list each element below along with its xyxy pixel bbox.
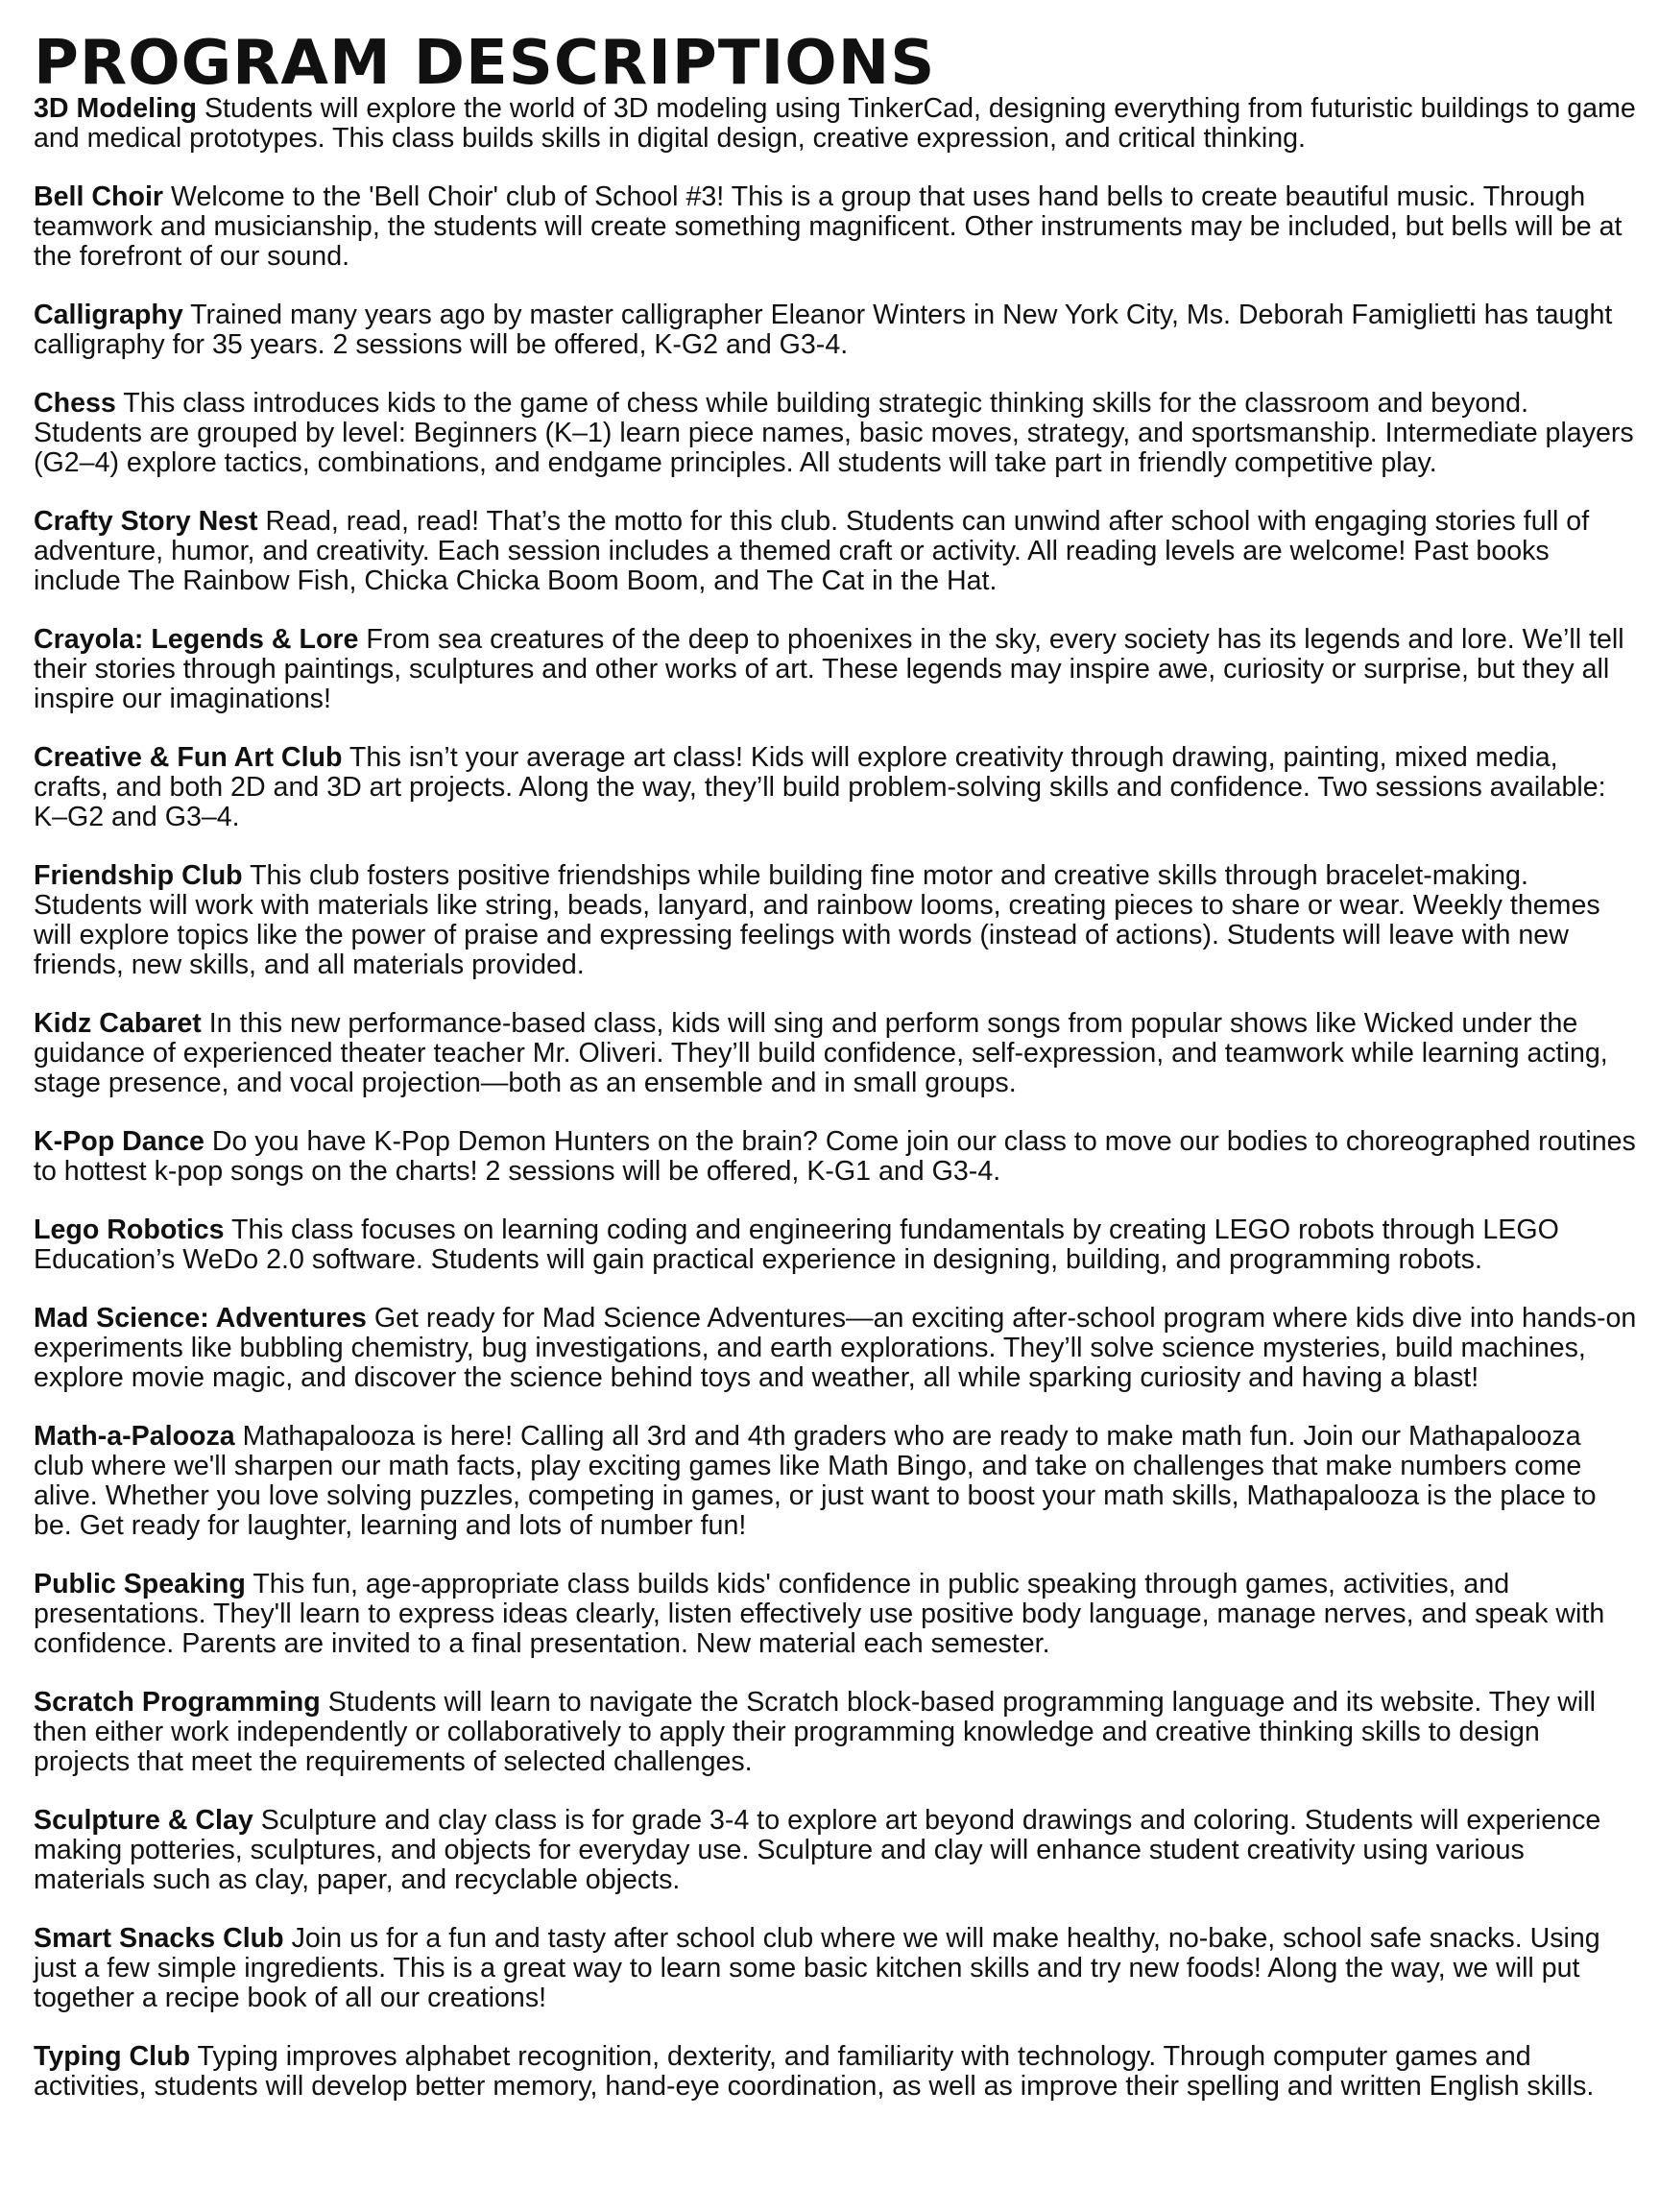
program-crafty-story-nest: [34, 507, 1637, 596]
program-description: This club fosters positive friendships while building fine motor and creative skills through bracelet-making. Students will work with materials like string, beads, lanyard, and rainbow looms, creating pieces to share or wear. Weekly themes will explore topics like the power of praise and expressing feelings with words (instead of actions). Students will leave with new friends, new skills, and all materials provided.: [34, 860, 1600, 980]
program-friendship-club: [34, 861, 1637, 980]
program-descriptions-page: [34, 29, 1637, 2130]
program-description: Sculpture and clay class is for grade 3-4 to explore art beyond drawings and coloring. Students will experience making potteries, sculptures, and objects for everyday use. Sculpture and clay will enhance student creativity using various materials such as clay, paper, and recyclable objects.: [34, 1805, 1601, 1895]
program-name: Smart Snacks Club: [34, 1923, 284, 1954]
program-description: Welcome to the 'Bell Choir' club of School #3! This is a group that uses hand bells to create beautiful music. Through teamwork and musicianship, the students will create something magnificent. Other instruments may be included, but bells will be at the forefront of our sound.: [34, 181, 1623, 272]
program-name: Calligraphy: [34, 300, 183, 330]
program-creative-fun-art-club: [34, 743, 1637, 832]
program-description: Typing improves alphabet recognition, dexterity, and familiarity with technology. Through computer games and activities, students will develop better memory, hand-eye coordination, as well as improve their spelling and written English skills.: [34, 2041, 1595, 2102]
program-name: 3D Modeling: [34, 93, 197, 124]
program-bell-choir: [34, 182, 1637, 272]
program-chess: [34, 389, 1637, 478]
program-description: Join us for a fun and tasty after school club where we will make healthy, no-bake, school safe snacks. Using just a few simple ingredients. This is a great way to learn some basic kitchen skills and try new foods! Along the way, we will put together a recipe book of all our creations!: [34, 1923, 1600, 2013]
program-name: Scratch Programming: [34, 1687, 321, 1718]
program-name: Public Speaking: [34, 1569, 246, 1599]
program-calligraphy: [34, 301, 1637, 360]
program-sculpture-clay: [34, 1806, 1637, 1895]
program-description: This class introduces kids to the game of chess while building strategic thinking skills for the classroom and beyond. Students are grouped by level: Beginners (K–1) learn piece names, basic moves, strategy, and sportsmanship. Intermediate players (G2–4) explore tactics, combinations, and endgame principles. All students will take part in friendly competitive play.: [34, 388, 1634, 478]
program-description: Do you have K-Pop Demon Hunters on the brain? Come join our class to move our bodies to choreographed routines to hottest k-pop songs on the charts! 2 sessions will be offered, K-G1 and G3-4.: [34, 1126, 1636, 1187]
program-description: This fun, age-appropriate class builds kids' confidence in public speaking through games, activities, and presentations. They'll learn to express ideas clearly, listen effectively use positive body language, manage nerves, and speak with confidence. Parents are invited to a final presentation. New material each semester.: [34, 1569, 1605, 1659]
program-lego-robotics: [34, 1215, 1637, 1275]
program-name: Crayola: Legends & Lore: [34, 624, 359, 655]
program-description: Get ready for Mad Science Adventures—an exciting after-school program where kids dive into hands-on experiments like bubbling chemistry, bug investigations, and earth explorations. They’ll solve science mysteries, build machines, explore movie magic, and discover the science behind toys and weather, all while sparking curiosity and having a blast!: [34, 1303, 1637, 1393]
program-name: Lego Robotics: [34, 1214, 225, 1245]
program-name: Friendship Club: [34, 860, 243, 891]
program-name: Typing Club: [34, 2041, 191, 2072]
program-name: Mad Science: Adventures: [34, 1303, 367, 1334]
program-public-speaking: [34, 1570, 1637, 1659]
program-description: From sea creatures of the deep to phoenixes in the sky, every society has its legends and lore. We’ll tell their stories through paintings, sculptures and other works of art. These legends may inspire awe, curiosity or surprise, but they all inspire our imaginations!: [34, 624, 1624, 714]
program-mad-science-adventures: [34, 1304, 1637, 1393]
program-name: Creative & Fun Art Club: [34, 742, 343, 773]
program-description: Read, read, read! That’s the motto for this club. Students can unwind after school with engaging stories full of adventure, humor, and creativity. Each session includes a themed craft or activity. All reading levels are welcome! Past books include The Rainbow Fish, Chicka Chicka Boom Boom, and The Cat in the Hat.: [34, 506, 1590, 596]
program-3d-modeling: [34, 94, 1637, 154]
program-name: Crafty Story Nest: [34, 506, 258, 537]
program-description: This isn’t your average art class! Kids will explore creativity through drawing, painting, mixed media, crafts, and both 2D and 3D art projects. Along the way, they’ll build problem-solving skills and confidence. Two sessions available: K–G2 and G3–4.: [34, 742, 1606, 832]
program-description: Trained many years ago by master calligrapher Eleanor Winters in New York City, Ms. Deborah Famiglietti has taught calligraphy for 35 years. 2 sessions will be offered, K-G2 and G3-4.: [34, 300, 1613, 360]
program-name: Math-a-Palooza: [34, 1421, 235, 1452]
program-name: Sculpture & Clay: [34, 1805, 253, 1836]
program-name: K-Pop Dance: [34, 1126, 204, 1157]
program-name: Kidz Cabaret: [34, 1008, 202, 1039]
page-title: PROGRAM DESCRIPTIONS: [34, 28, 936, 99]
program-crayola-legends-lore: [34, 625, 1637, 714]
program-description: This class focuses on learning coding and engineering fundamentals by creating LEGO robots through LEGO Education’s WeDo 2.0 software. Students will gain practical experience in designing, building, and programming robots.: [34, 1214, 1559, 1275]
program-description: In this new performance-based class, kids will sing and perform songs from popular shows like Wicked under the guidance of experienced theater teacher Mr. Oliveri. They’ll build confidence, self-expression, and teamwork while learning acting, stage presence, and vocal projection—both as an ensemble and in small groups.: [34, 1008, 1608, 1098]
program-k-pop-dance: [34, 1127, 1637, 1187]
program-description: Mathapalooza is here! Calling all 3rd and 4th graders who are ready to make math fun. Join our Mathapalooza club where we'll sharpen our math facts, play exciting games like Math Bingo, and take on challenges that make numbers come alive. Whether you love solving puzzles, competing in games, or just want to boost your math skills, Mathapalooza is the place to be. Get ready for laughter, learning and lots of number fun!: [34, 1421, 1597, 1541]
program-name: Bell Choir: [34, 181, 164, 212]
program-description: Students will explore the world of 3D modeling using TinkerCad, designing everything from futuristic buildings to game and medical prototypes. This class builds skills in digital design, creative expression, and critical thinking.: [34, 93, 1636, 154]
program-scratch-programming: [34, 1688, 1637, 1777]
program-name: Chess: [34, 388, 116, 419]
program-description: Students will learn to navigate the Scratch block-based programming language and its website. They will then either work independently or collaboratively to apply their programming knowledge and creative thinking skills to design projects that meet the requirements of selected challenges.: [34, 1687, 1596, 1777]
program-typing-club: [34, 2042, 1637, 2102]
program-smart-snacks-club: [34, 1924, 1637, 2013]
program-math-a-palooza: [34, 1422, 1637, 1541]
program-kidz-cabaret: [34, 1009, 1637, 1098]
